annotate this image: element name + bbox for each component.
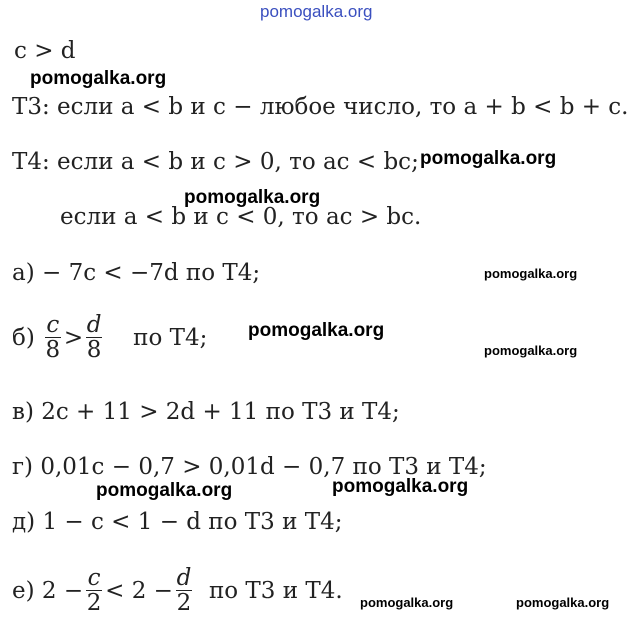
watermark: pomogalka.org	[360, 595, 454, 610]
answer-e	[12, 566, 343, 615]
answer-v: в) 2c + 11 > 2d + 11 по Т3 и Т4;	[12, 399, 400, 425]
watermark-top: pomogalka.org	[260, 2, 373, 21]
watermark: pomogalka.org	[184, 187, 321, 208]
theorem-t4-negative: если a < b и c < 0, то ac > bc.	[60, 204, 422, 230]
given-line: c > d	[14, 38, 76, 64]
answer-d: д) 1 − c < 1 − d по Т3 и Т4;	[12, 509, 343, 535]
fraction-c-over-8	[45, 313, 61, 362]
watermark: pomogalka.org	[30, 68, 167, 89]
fraction-d-over-2	[176, 566, 192, 615]
watermark: pomogalka.org	[484, 266, 578, 281]
answer-e-reason: по Т3 и Т4.	[208, 577, 343, 604]
fraction-numerator: d	[176, 565, 192, 591]
fraction-c-over-2	[86, 566, 102, 615]
fraction-d-over-8	[86, 313, 102, 362]
fraction-denominator: 2	[176, 590, 192, 616]
answer-e-middle: < 2 −	[105, 577, 173, 604]
fraction-denominator: 8	[86, 337, 102, 363]
watermark: pomogalka.org	[484, 343, 578, 358]
answer-e-label: е) 2 −	[12, 577, 84, 604]
answer-b-label: б)	[12, 324, 35, 351]
answer-a: а) − 7c < −7d по Т4;	[12, 260, 261, 286]
fraction-denominator: 2	[86, 590, 102, 616]
answer-b	[12, 313, 207, 362]
theorem-t4-positive: Т4: если a < b и c > 0, то ac < bc;	[12, 149, 419, 175]
watermark: pomogalka.org	[248, 320, 385, 341]
theorem-t3: Т3: если a < b и c − любое число, то a + b < b + c.	[12, 94, 629, 120]
relation-symbol: >	[63, 324, 84, 351]
answer-g: г) 0,01c − 0,7 > 0,01d − 0,7 по Т3 и Т4;	[12, 454, 487, 480]
watermark: pomogalka.org	[420, 148, 557, 169]
answer-b-reason: по Т4;	[133, 324, 208, 351]
watermark: pomogalka.org	[96, 480, 233, 501]
fraction-denominator: 8	[45, 337, 61, 363]
watermark: pomogalka.org	[516, 595, 610, 610]
fraction-numerator: c	[87, 565, 101, 591]
fraction-numerator: c	[46, 312, 60, 338]
watermark: pomogalka.org	[332, 476, 469, 497]
fraction-numerator: d	[86, 312, 102, 338]
